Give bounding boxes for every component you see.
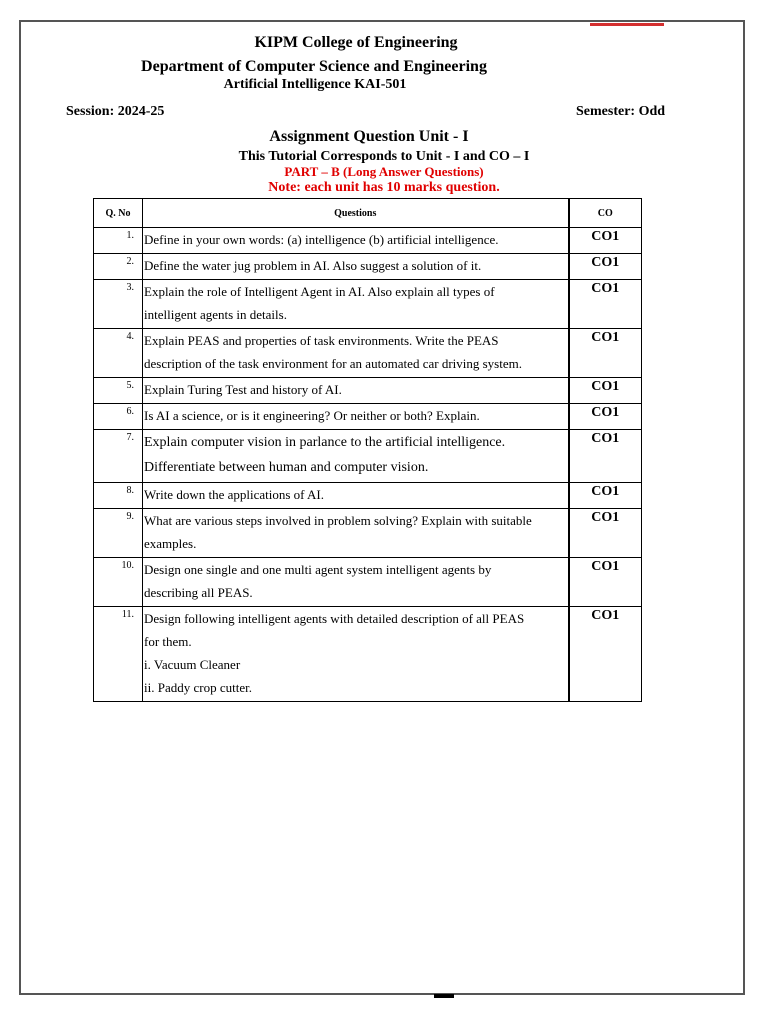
question-line: Explain computer vision in parlance to the artificial intelligence. (144, 435, 506, 450)
assignment-title: Assignment Question Unit - I (269, 128, 469, 145)
question-line: Define the water jug problem in AI. Also suggest a solution of it. (144, 258, 482, 273)
question-line: Explain PEAS and properties of task environments. Write the PEAS (144, 333, 499, 348)
bottom-mark (434, 994, 454, 998)
table-row (94, 329, 642, 378)
header-questions: Questions (143, 199, 569, 228)
question-number: 11. (94, 607, 143, 702)
semester-label: Semester: Odd (576, 104, 666, 119)
question-line: Differentiate between human and computer vision. (144, 460, 429, 475)
table-row (94, 228, 642, 254)
table-row (94, 509, 642, 558)
question-line: description of the task environment for an automated car driving system. (144, 356, 522, 371)
question-line: for them. (144, 634, 192, 649)
table-row (94, 430, 642, 483)
question-text (143, 430, 569, 483)
question-line: Design following intelligent agents with detailed description of all PEAS (144, 611, 525, 626)
part-heading: PART – B (Long Answer Questions) (284, 164, 484, 179)
question-line: Define in your own words: (a) intelligence (b) artificial intelligence. (144, 232, 499, 247)
question-line: examples. (144, 536, 197, 551)
college-name: KIPM College of Engineering (254, 34, 458, 51)
questions-table (93, 198, 642, 702)
table-row (94, 558, 642, 607)
question-text (143, 607, 569, 702)
table-row (94, 483, 642, 509)
question-line: Design one single and one multi agent system intelligent agents by (144, 562, 492, 577)
corner-mark (590, 23, 664, 26)
question-text (143, 280, 569, 329)
table-row (94, 254, 642, 280)
subject-name: Artificial Intelligence KAI-501 (223, 77, 407, 92)
question-text (143, 378, 569, 404)
header-co: CO (569, 199, 642, 228)
course-outcome: CO1 (569, 558, 642, 607)
course-outcome: CO1 (569, 404, 642, 430)
question-number: 3. (94, 280, 143, 329)
question-text (143, 329, 569, 378)
question-number: 7. (94, 430, 143, 483)
marks-note: Note: each unit has 10 marks question. (268, 180, 500, 195)
question-text (143, 254, 569, 280)
question-number: 9. (94, 509, 143, 558)
question-line: Explain the role of Intelligent Agent in AI. Also explain all types of (144, 284, 495, 299)
question-line: i. Vacuum Cleaner (144, 657, 241, 672)
question-line: Is AI a science, or is it engineering? Or neither or both? Explain. (144, 408, 480, 423)
question-text (143, 509, 569, 558)
question-number: 10. (94, 558, 143, 607)
question-line: intelligent agents in details. (144, 307, 287, 322)
question-line: describing all PEAS. (144, 585, 253, 600)
question-text (143, 404, 569, 430)
table-row (94, 280, 642, 329)
question-line: Explain Turing Test and history of AI. (144, 382, 342, 397)
tutorial-line: This Tutorial Corresponds to Unit - I and CO – I (238, 149, 530, 164)
course-outcome: CO1 (569, 228, 642, 254)
course-outcome: CO1 (569, 378, 642, 404)
table-header-row (94, 199, 642, 228)
question-text (143, 228, 569, 254)
header-qno: Q. No (94, 199, 143, 228)
course-outcome: CO1 (569, 483, 642, 509)
question-line: ii. Paddy crop cutter. (144, 680, 252, 695)
course-outcome: CO1 (569, 329, 642, 378)
course-outcome: CO1 (569, 607, 642, 702)
course-outcome: CO1 (569, 509, 642, 558)
table-row (94, 404, 642, 430)
table-row (94, 607, 642, 702)
question-line: What are various steps involved in problem solving? Explain with suitable (144, 513, 532, 528)
course-outcome: CO1 (569, 280, 642, 329)
course-outcome: CO1 (569, 254, 642, 280)
question-number: 8. (94, 483, 143, 509)
course-outcome: CO1 (569, 430, 642, 483)
question-line: Write down the applications of AI. (144, 487, 324, 502)
question-number: 4. (94, 329, 143, 378)
session-label: Session: 2024-25 (66, 104, 165, 119)
question-text (143, 558, 569, 607)
question-number: 5. (94, 378, 143, 404)
department-name: Department of Computer Science and Engineering (141, 58, 487, 75)
question-text (143, 483, 569, 509)
question-number: 1. (94, 228, 143, 254)
table-row (94, 378, 642, 404)
question-number: 2. (94, 254, 143, 280)
question-number: 6. (94, 404, 143, 430)
questions-body (94, 228, 642, 702)
